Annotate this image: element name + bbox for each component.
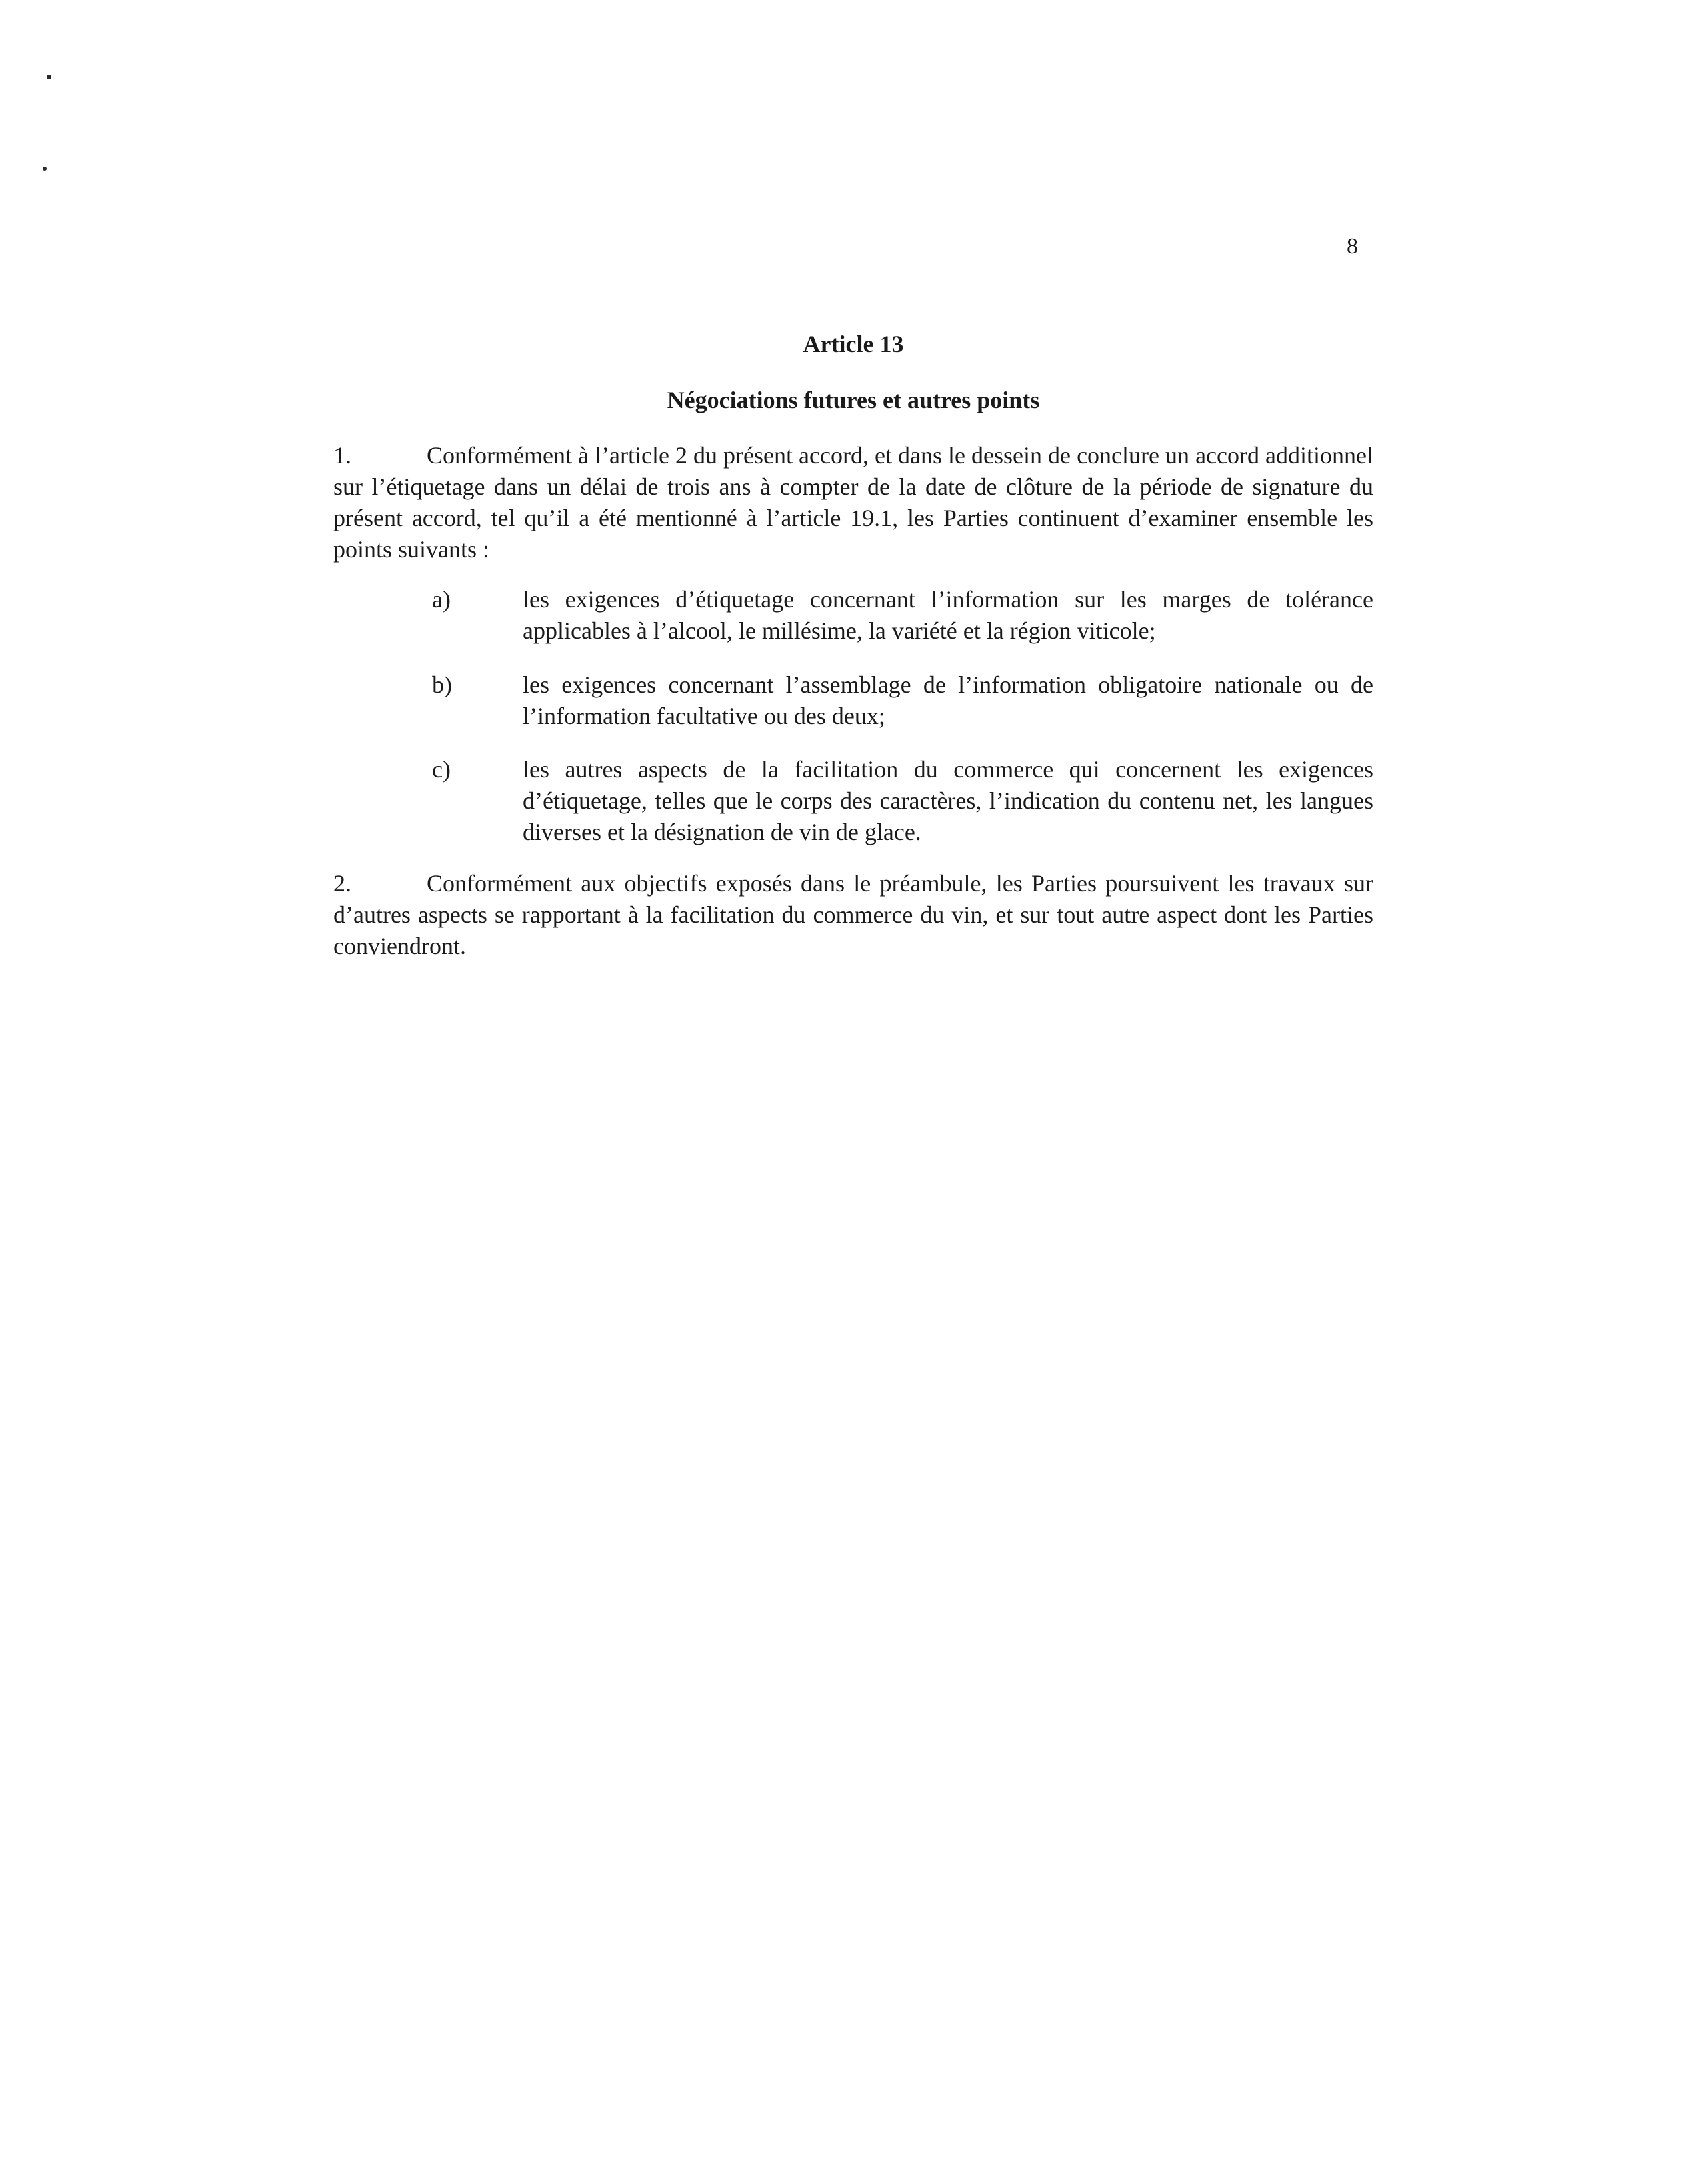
- list-item-text: les exigences d’étiquetage concernant l’information sur les marges de tolérance applicables à l’alcool, le millésime, la variété et la région viticole;: [523, 586, 1373, 644]
- paragraph-2: [333, 868, 1373, 962]
- list-item-label: c): [432, 756, 451, 783]
- list-item-label: a): [432, 586, 451, 613]
- list-item-label: b): [432, 671, 452, 698]
- page-number: 8: [1347, 234, 1358, 259]
- scan-speck: [43, 167, 47, 171]
- paragraph-number: 1.: [333, 442, 351, 469]
- list-item-text: les exigences concernant l’assemblage de l’information obligatoire nationale ou de l’information facultative ou des deux;: [523, 671, 1373, 729]
- paragraph-1: [333, 440, 1373, 565]
- scan-speck: [47, 75, 51, 79]
- paragraph-number: 2.: [333, 870, 351, 897]
- paragraph-text: Conformément à l’article 2 du présent accord, et dans le dessein de conclure un accord additionnel sur l’étiquetage dans un délai de trois ans à compter de la date de clôture de la période de signature du présent accord, tel qu’il a été mentionné à l’article 19.1, les Parties continuent d’examiner ensemble les points suivants :: [333, 442, 1373, 563]
- article-title: Article 13: [803, 331, 904, 357]
- list-item-text: les autres aspects de la facilitation du commerce qui concernent les exigences d’étiquetage, telles que le corps des caractères, l’indication du contenu net, les langues diverses et la désignation de vin de glace.: [523, 756, 1373, 845]
- paragraph-text: Conformément aux objectifs exposés dans le préambule, les Parties poursuivent les travaux sur d’autres aspects se rapportant à la facilitation du commerce du vin, et sur tout autre aspect dont les Parties conviendront.: [333, 870, 1373, 959]
- article-subtitle: Négociations futures et autres points: [667, 387, 1040, 413]
